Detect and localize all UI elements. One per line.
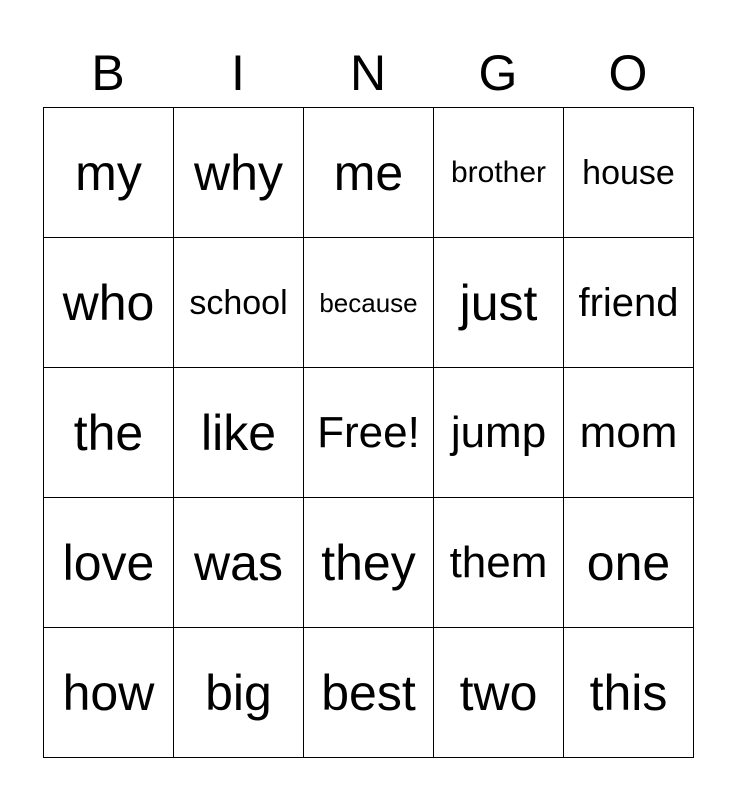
header-letter-o: O — [608, 45, 648, 101]
bingo-cell[interactable]: one — [564, 498, 694, 628]
bingo-cell[interactable]: brother — [434, 108, 564, 238]
bingo-cell[interactable]: friend — [564, 238, 694, 368]
header-letter-n: N — [349, 45, 387, 101]
bingo-cell[interactable]: they — [304, 498, 434, 628]
bingo-cell[interactable]: who — [44, 238, 174, 368]
header-letter-i: I — [231, 45, 245, 101]
bingo-cell[interactable]: love — [44, 498, 174, 628]
bingo-cell[interactable]: the — [44, 368, 174, 498]
bingo-cell[interactable]: like — [174, 368, 304, 498]
bingo-cell[interactable]: two — [434, 628, 564, 758]
bingo-cell[interactable]: just — [434, 238, 564, 368]
bingo-cell[interactable]: jump — [434, 368, 564, 498]
free-space-cell[interactable]: Free! — [304, 368, 434, 498]
bingo-cell[interactable]: my — [44, 108, 174, 238]
bingo-cell[interactable]: because — [304, 238, 434, 368]
bingo-cell[interactable]: mom — [564, 368, 694, 498]
bingo-cell[interactable]: why — [174, 108, 304, 238]
bingo-cell[interactable]: best — [304, 628, 434, 758]
bingo-board — [43, 107, 694, 758]
header-letter-b: B — [91, 45, 125, 101]
bingo-cell[interactable]: this — [564, 628, 694, 758]
header-letter-g: G — [478, 45, 518, 101]
bingo-cell[interactable]: was — [174, 498, 304, 628]
bingo-cell[interactable]: me — [304, 108, 434, 238]
bingo-header — [43, 40, 693, 106]
bingo-cell[interactable]: how — [44, 628, 174, 758]
bingo-cell[interactable]: school — [174, 238, 304, 368]
bingo-cell[interactable]: big — [174, 628, 304, 758]
bingo-cell[interactable]: them — [434, 498, 564, 628]
bingo-cell[interactable]: house — [564, 108, 694, 238]
